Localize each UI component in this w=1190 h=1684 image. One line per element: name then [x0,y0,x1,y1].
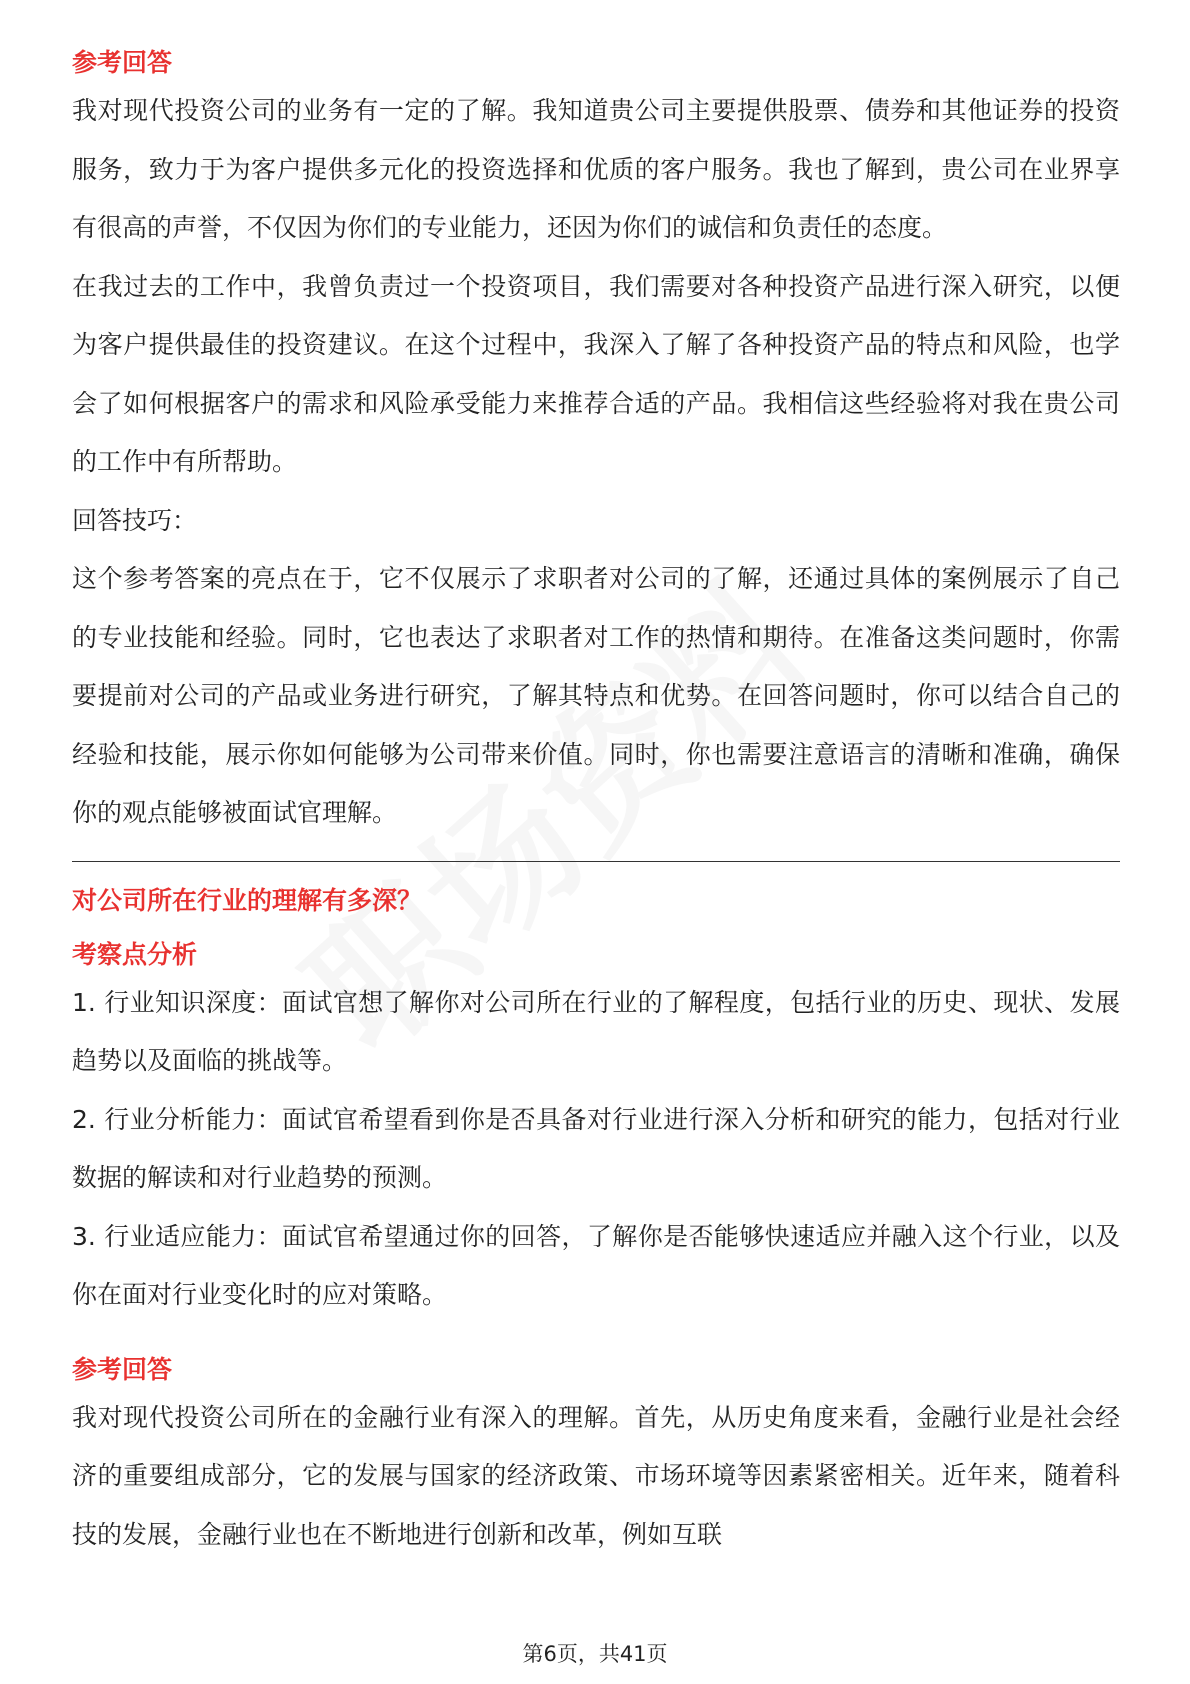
tips-paragraph: 这个参考答案的亮点在于，它不仅展示了求职者对公司的了解，还通过具体的案例展示了自己的专业技能和经验。同时，它也表达了求职者对工作的热情和期待。在准备这类问题时，你需要提前对公司的产品或业务进行研究，了解其特点和优势。在回答问题时，你可以结合自己的经验和技能，展示你如何能够为公司带来价值。同时，你也需要注意语言的清晰和准确，确保你的观点能够被面试官理解。 [72,564,1120,827]
analysis-heading: 考察点分析 [72,939,198,969]
tips-label: 回答技巧： [72,505,198,535]
page-number: 第6页，共41页 [522,1642,668,1666]
answer-paragraph-2: 我对现代投资公司所在的金融行业有深入的理解。首先，从历史角度来看，金融行业是社会经济的重要组成部分，它的发展与国家的经济政策、市场环境等因素紧密相关。近年来，随着科技的发展，金融行业也在不断地进行创新和改革，例如互联 [72,1402,1120,1549]
reference-answer-heading: 参考回答 [72,48,173,77]
answer-paragraph: 我对现代投资公司的业务有一定的了解。我知道贵公司主要提供股票、债券和其他证券的投资服务，致力于为客户提供多元化的投资选择和优质的客户服务。我也了解到，贵公司在业界享有很高的声誉，不仅因为你们的专业能力，还因为你们的诚信和负责任的态度。 [72,96,1120,242]
answer-paragraph: 在我过去的工作中，我曾负责过一个投资项目，我们需要对各种投资产品进行深入研究，以便为客户提供最佳的投资建议。在这个过程中，我深入了解了各种投资产品的特点和风险，也学会了如何根据客户的需求和风险承受能力来推荐合适的产品。我相信这些经验将对我在贵公司的工作中有所帮助。 [72,271,1120,476]
analysis-point: 1. 行业知识深度：面试官想了解你对公司所在行业的了解程度，包括行业的历史、现状、发展趋势以及面临的挑战等。 [72,987,1120,1075]
document-page [72,44,1120,1564]
analysis-point: 2. 行业分析能力：面试官希望看到你是否具备对行业进行深入分析和研究的能力，包括对行业数据的解读和对行业趋势的预测。 [72,1104,1120,1192]
question-heading: 对公司所在行业的理解有多深？ [72,885,423,915]
section-divider [72,861,1120,862]
reference-answer-heading-2: 参考回答 [72,1354,173,1384]
analysis-point: 3. 行业适应能力：面试官希望通过你的回答，了解你是否能够快速适应并融入这个行业，以及你在面对行业变化时的应对策略。 [72,1221,1120,1309]
